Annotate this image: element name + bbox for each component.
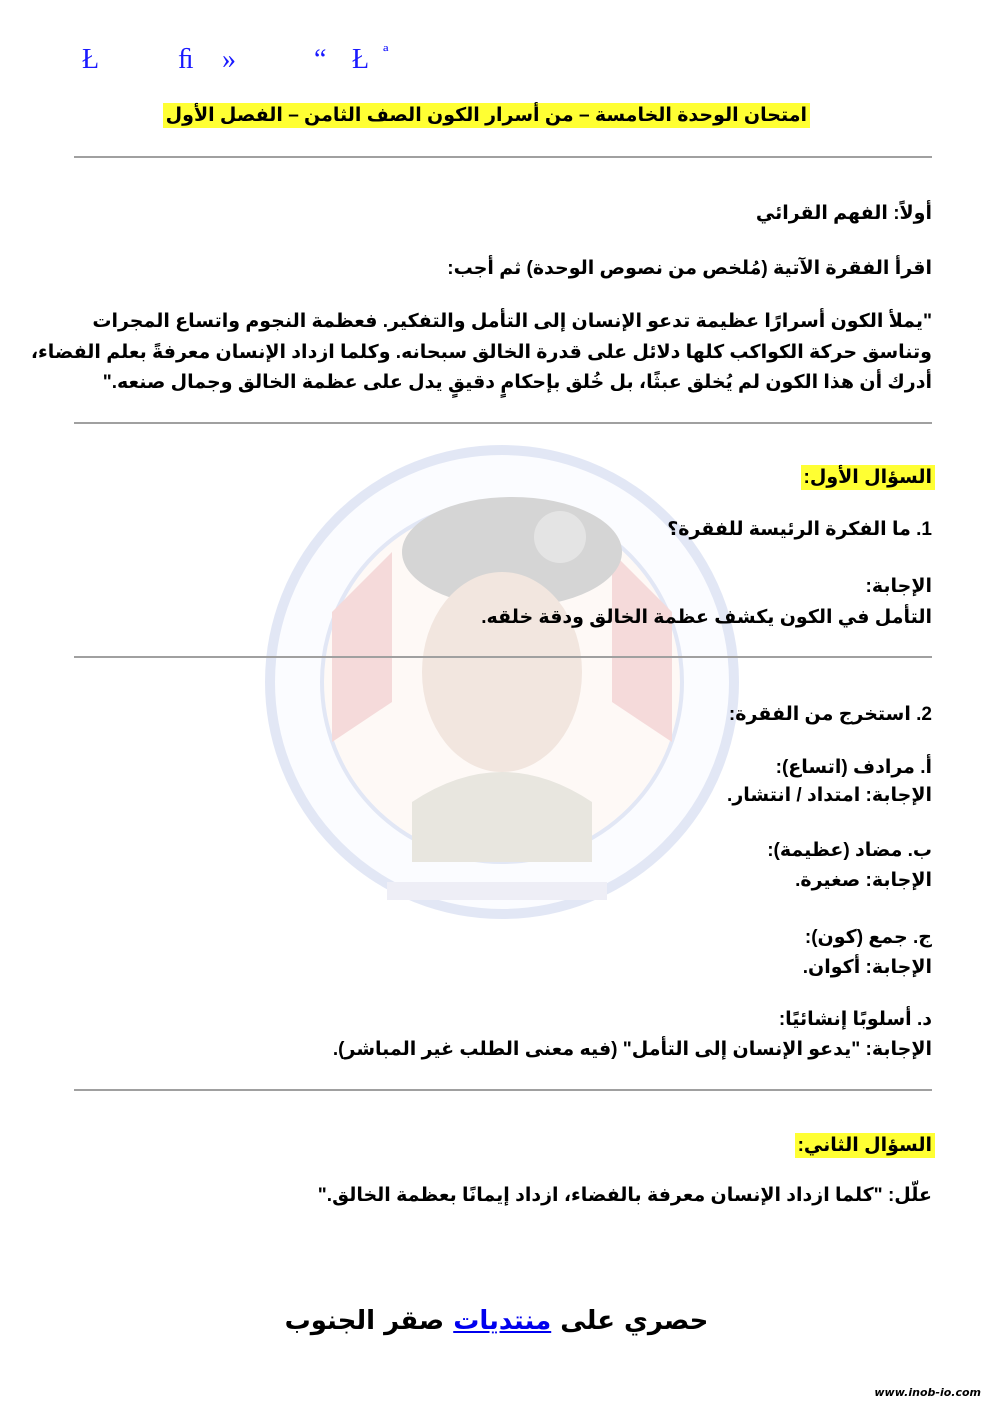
question-text: 1. ما الفكرة الرئيسة للفقرة؟ [667, 519, 932, 540]
footer-text: صقر الجنوب [284, 1306, 445, 1336]
sub-question: ب. مضاد (عظيمة): [767, 840, 932, 861]
passage-line: وتناسق حركة الكواكب كلها دلائل على قدرة الخالق سبحانه. وكلما ازداد الإنسان معرفةً بعلم الفضاء، [30, 342, 932, 363]
site-url: www.inob-io.com [874, 1386, 981, 1399]
divider [74, 422, 932, 424]
section-heading: أولاً: الفهم القرائي [755, 203, 932, 224]
glyph: » [222, 44, 236, 75]
sub-question: د. أسلوبًا إنشائيًا: [778, 1009, 932, 1030]
answer-text: التأمل في الكون يكشف عظمة الخالق ودقة خلقه. [481, 607, 932, 628]
exam-title [163, 104, 810, 127]
glyph: ª [383, 42, 389, 64]
passage-line: "يملأ الكون أسرارًا عظيمة تدعو الإنسان إلى التأمل والتفكير. فعظمة النجوم واتساع المجرات [92, 311, 932, 332]
sub-question: ج. جمع (كون): [804, 927, 932, 948]
question-one-label-text: السؤال الأول: [801, 465, 935, 490]
header-garbled-glyphs [82, 44, 422, 84]
glyph: Ł [82, 44, 100, 75]
question-text: 2. استخرج من الفقرة: [728, 704, 932, 725]
question-two-label-text: السؤال الثاني: [795, 1133, 935, 1158]
exam-title-text: امتحان الوحدة الخامسة – من أسرار الكون الصف الثامن – الفصل الأول [163, 103, 810, 128]
divider [74, 156, 932, 158]
watermark-emblem [262, 442, 742, 922]
glyph: Ł [352, 44, 370, 75]
sub-answer: الإجابة: امتداد / انتشار. [727, 785, 932, 806]
question-text: علّل: "كلما ازداد الإنسان معرفة بالفضاء، ازداد إيمانًا بعظمة الخالق." [317, 1185, 932, 1206]
question-two-label [795, 1134, 935, 1157]
answer-label: الإجابة: [865, 576, 932, 597]
sub-answer: الإجابة: أكوان. [802, 957, 932, 978]
glyph: “ [314, 44, 327, 75]
sub-answer: الإجابة: صغيرة. [795, 870, 932, 891]
sub-question: أ. مرادف (اتساع): [775, 757, 932, 778]
glyph: ﬁ [178, 44, 194, 75]
forum-link[interactable]: منتديات [453, 1306, 552, 1336]
instruction: اقرأ الفقرة الآتية (مُلخص من نصوص الوحدة) ثم أجب: [447, 258, 932, 279]
question-one-label [801, 466, 935, 489]
divider [74, 656, 932, 658]
passage-line: أدرك أن هذا الكون لم يُخلق عبثًا، بل خُلق بإحكامٍ دقيقٍ يدل على عظمة الخالق وجمال صنعه." [102, 372, 932, 393]
divider [74, 1089, 932, 1091]
footer-credit [0, 1306, 993, 1336]
sub-answer: الإجابة: "يدعو الإنسان إلى التأمل" (فيه معنى الطلب غير المباشر). [332, 1039, 932, 1060]
footer-text: حصري على [560, 1306, 709, 1336]
